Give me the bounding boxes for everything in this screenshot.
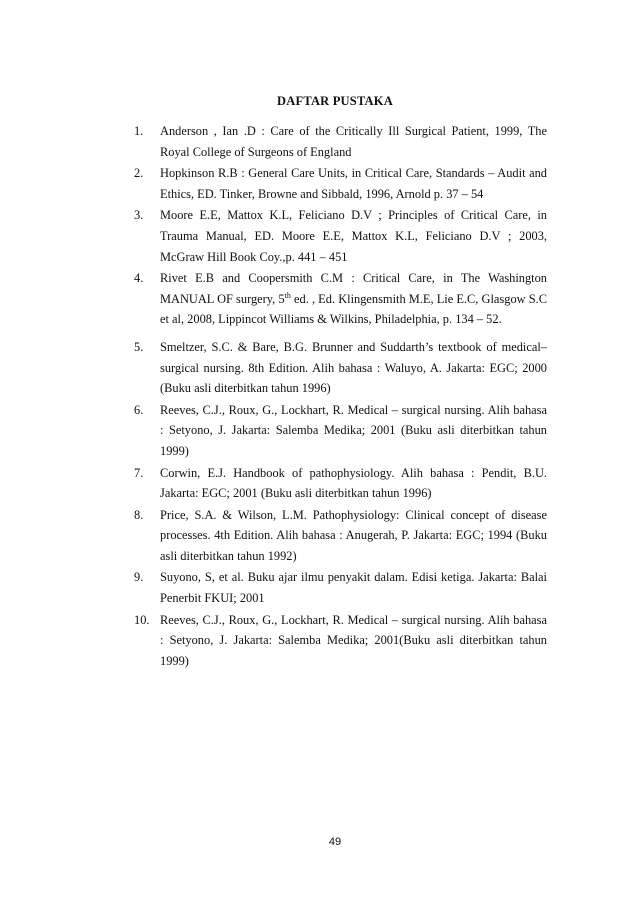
reference-item (134, 205, 547, 267)
reference-item (134, 400, 547, 462)
reference-number: 6. (134, 402, 144, 417)
reference-number: 9. (134, 570, 144, 585)
reference-number: 3. (134, 208, 144, 223)
reference-number: 5. (134, 339, 144, 354)
reference-text: Smeltzer, S.C. & Bare, B.G. Brunner and Suddarth’s textbook of medical–surgical nursing. 8th Edition. Alih bahasa : Waluyo, A. Jakarta: EGC; 2000 (Buku asli diterbitkan tahun 1996) (160, 339, 547, 396)
reference-item (134, 463, 547, 504)
reference-text: Hopkinson R.B : General Care Units, in Critical Care, Standards – Audit and Ethics, ED. Tinker, Browne and Sibbald, 1996, Arnold p. 37 – 54 (160, 166, 547, 201)
reference-text: Moore E.E, Mattox K.L, Feliciano D.V ; Principles of Critical Care, in Trauma Manual, ED. Moore E.E, Mattox K.L, Feliciano D.V ; 2003, McGraw Hill Book Coy.,p. 441 – 451 (160, 208, 547, 264)
reference-item (134, 121, 547, 162)
page-number: 49 (328, 836, 342, 848)
reference-list (134, 121, 547, 672)
reference-text: Reeves, C.J., Roux, G., Lockhart, R. Medical – surgical nursing. Alih bahasa : Setyono, J. Jakarta: Salemba Medika; 2001(Buku asli diterbitkan tahun 1999) (160, 612, 547, 668)
superscript: th (284, 290, 291, 300)
reference-text: Price, S.A. & Wilson, L.M. Pathophysiology: Clinical concept of disease processes. 4th Edition. Alih bahasa : Anugerah, P. Jakarta: EGC; 1994 (Buku asli diterbitkan tahun 1992) (160, 507, 547, 563)
reference-item (134, 163, 547, 204)
reference-text (160, 268, 547, 330)
reference-item (134, 505, 547, 567)
page-title: DAFTAR PUSTAKA (277, 94, 393, 108)
reference-number: 7. (134, 465, 144, 480)
reference-text: Anderson , Ian .D : Care of the Critically Ill Surgical Patient, 1999, The Royal College of Surgeons of England (160, 124, 547, 159)
reference-number: 8. (134, 507, 144, 522)
reference-text: Corwin, E.J. Handbook of pathophysiology. Alih bahasa : Pendit, B.U. Jakarta: EGC; 2001 (Buku asli diterbitkan tahun 1996) (160, 465, 547, 501)
reference-number: 10. (134, 612, 150, 627)
reference-text: Reeves, C.J., Roux, G., Lockhart, R. Medical – surgical nursing. Alih bahasa : Setyono, J. Jakarta: Salemba Medika; 2001 (Buku asli diterbitkan tahun 1999) (160, 402, 547, 458)
reference-text-part: ed. , Ed. Klingensmith M.E, Lie E.C, Glasgow S.C et al, 2008, Lippincot Williams & Wilkins, Philadelphia, p. 134 – 52. (160, 291, 547, 327)
reference-item (134, 337, 547, 399)
reference-number: 2. (134, 166, 144, 181)
reference-text: Suyono, S, et al. Buku ajar ilmu penyakit dalam. Edisi ketiga. Jakarta: Balai Penerbit FKUI; 2001 (160, 570, 547, 606)
reference-item (134, 268, 547, 330)
reference-text-part: Rivet E.B and Coopersmith C.M : Critical Care, in The Washington MANUAL OF surgery, 5 (160, 271, 547, 306)
reference-number: 4. (134, 271, 144, 286)
reference-item (134, 610, 547, 672)
reference-number: 1. (134, 124, 144, 138)
reference-item (134, 567, 547, 608)
